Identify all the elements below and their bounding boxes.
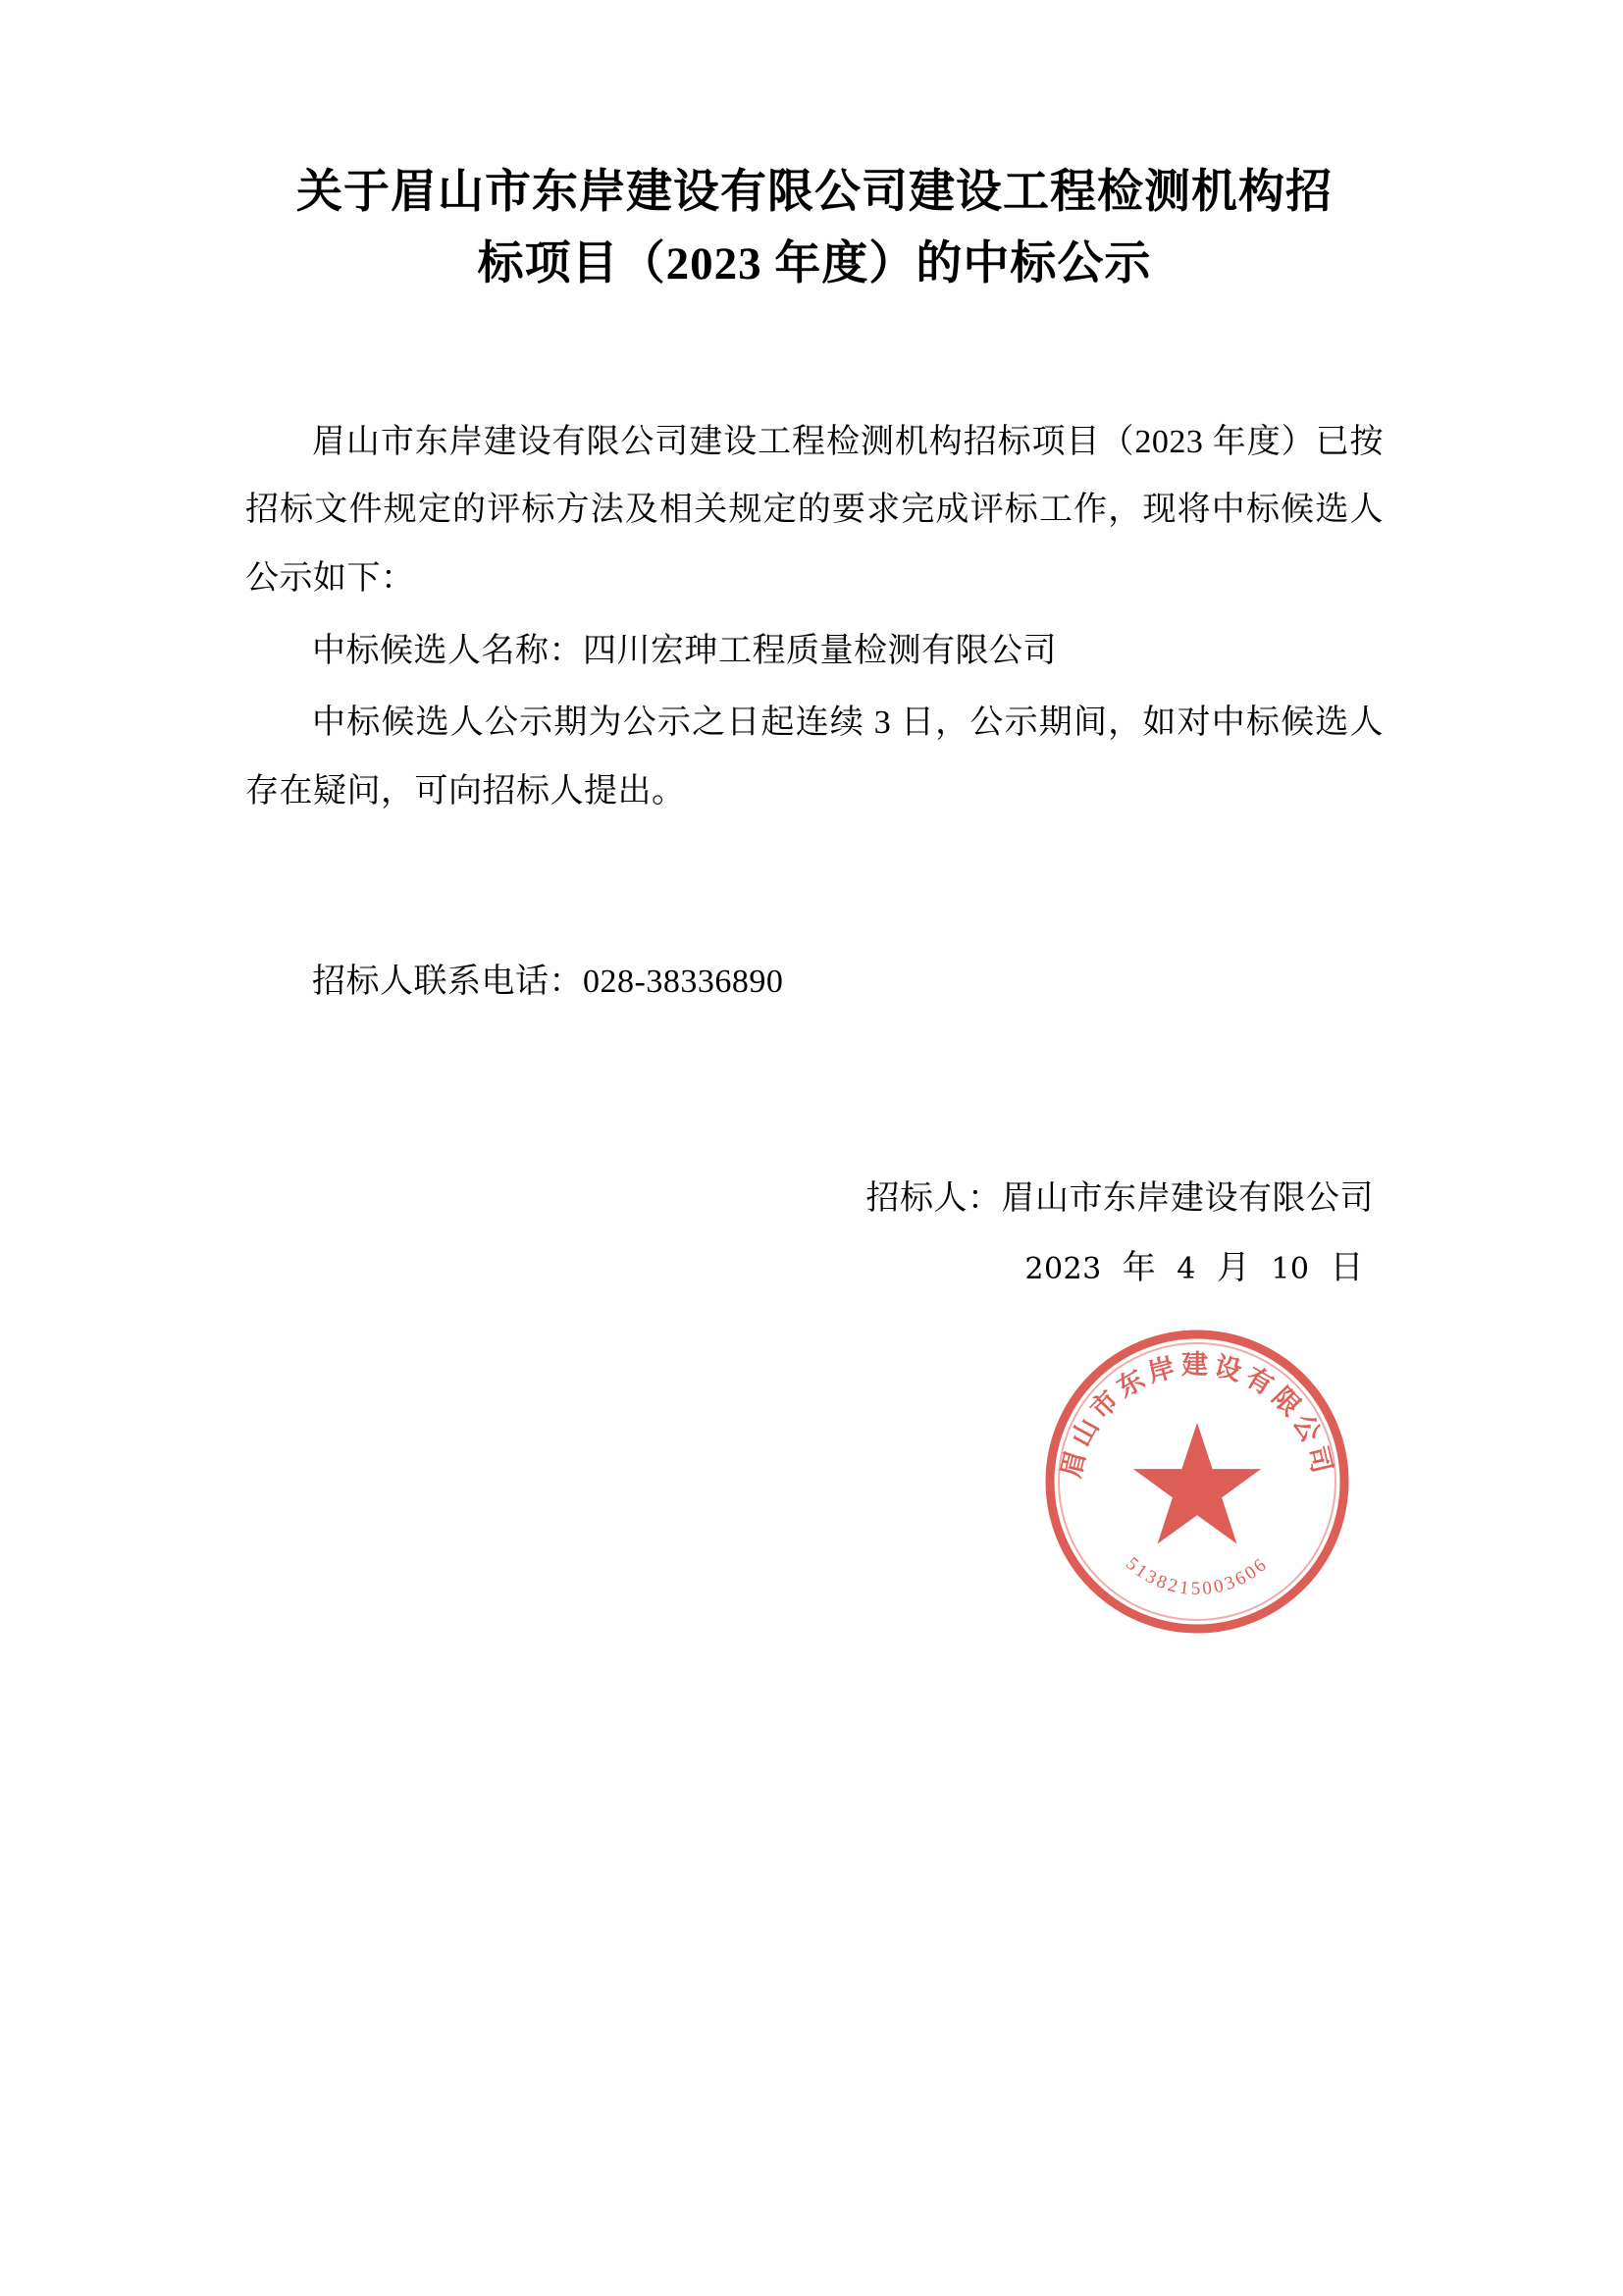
- date-line: [245, 1233, 1384, 1303]
- content-spacer: [245, 830, 1384, 948]
- date-day: 10: [1271, 1251, 1310, 1286]
- date-month-unit: 月: [1216, 1249, 1251, 1286]
- seal-stamp: [1035, 1320, 1359, 1644]
- date-year: 2023: [1024, 1251, 1102, 1286]
- svg-text:5138215003606: 5138215003606: [1122, 1553, 1273, 1599]
- signature-block: [245, 1164, 1384, 1304]
- date-month: 4: [1177, 1251, 1196, 1286]
- signer-line: 招标人：眉山市东岸建设有限公司: [865, 1179, 1374, 1217]
- contact-phone-line: 招标人联系电话：028-38336890: [312, 963, 784, 1000]
- paragraph-intro: 眉山市东岸建设有限公司建设工程检测机构招标项目（2023 年度）已按招标文件规定的评标方法及相关规定的要求完成评标工作，现将中标候选人公示如下：: [245, 423, 1384, 598]
- svg-text:眉山市东岸建设有限公司: 眉山市东岸建设有限公司: [1056, 1350, 1338, 1481]
- document-content: [245, 157, 1384, 1303]
- body-text: [245, 408, 1384, 1017]
- page-title: 关于眉山市东岸建设有限公司建设工程检测机构招标项目（2023 年度）的中标公示: [296, 167, 1333, 289]
- paragraph-notice-period: 中标候选人公示期为公示之日起连续 3 日，公示期间，如对中标候选人存在疑问，可向招标人提出。: [245, 704, 1384, 810]
- date-day-unit: 日: [1330, 1249, 1364, 1286]
- paragraph-candidate: 中标候选人名称：四川宏珅工程质量检测有限公司: [312, 632, 1057, 669]
- date-year-unit: 年: [1122, 1249, 1157, 1286]
